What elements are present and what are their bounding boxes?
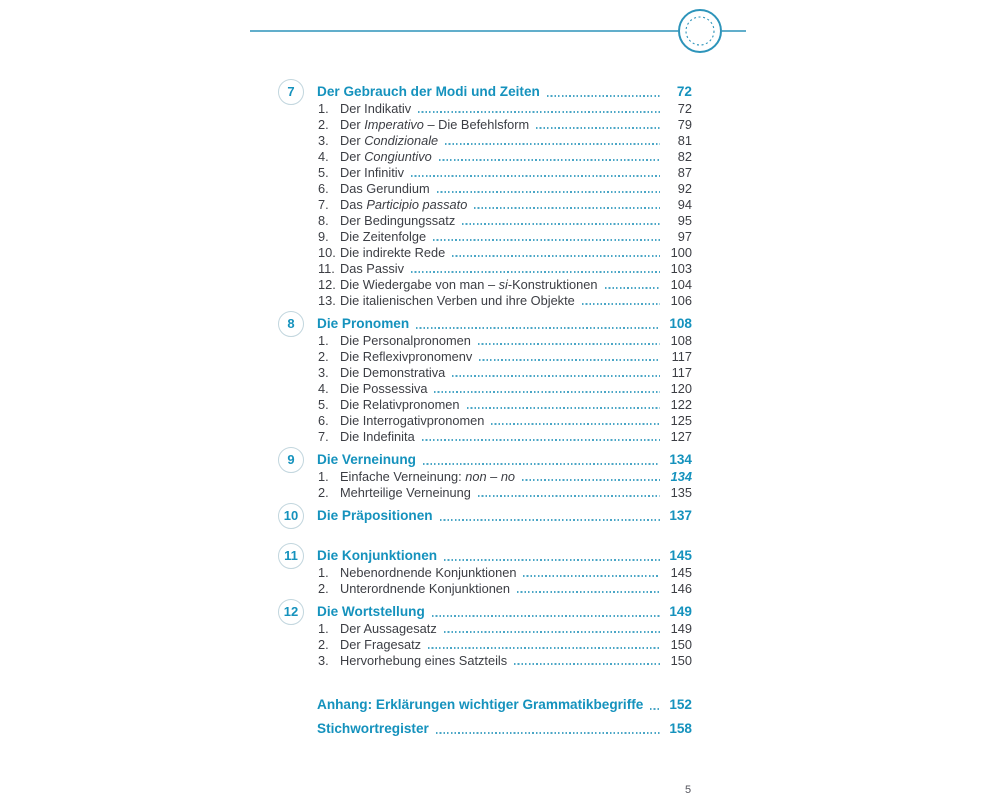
dotted-leader [452, 255, 660, 257]
entry-text: -Konstruktionen [507, 277, 598, 292]
entry-text: Der [340, 133, 365, 148]
item-page-number: 117 [671, 349, 692, 364]
item-number: 7. [318, 429, 329, 444]
entry-text: Die Demonstrativa [340, 365, 446, 380]
dotted-leader [462, 223, 660, 225]
toc-section-8 [278, 315, 692, 444]
entry-text: Das Passiv [340, 261, 405, 276]
item-page-number: 149 [670, 621, 692, 636]
item-number: 1. [318, 565, 329, 580]
toc-item-row [278, 212, 692, 228]
dotted-leader [423, 463, 660, 465]
dotted-leader [444, 631, 660, 633]
toc-section-7 [278, 83, 692, 308]
toc-section-12 [278, 603, 692, 668]
section-title: Die Wortstellung [317, 604, 425, 619]
entry-text: Der Aussagesatz [340, 621, 437, 636]
entry-text: Der [340, 117, 365, 132]
item-page-number: 125 [670, 413, 692, 428]
dotted-leader [479, 359, 660, 361]
section-heading-row [278, 507, 692, 524]
toc-item-row [278, 364, 692, 380]
item-page-number: 103 [670, 261, 692, 276]
entry-text: Die Interrogativpronomen [340, 413, 485, 428]
item-number: 10. [318, 245, 336, 260]
item-page-number: 106 [670, 293, 692, 308]
item-title [340, 653, 507, 668]
item-number: 6. [318, 181, 329, 196]
item-title [340, 429, 415, 444]
dotted-leader [440, 519, 660, 521]
entry-text: Die Indefinita [340, 429, 415, 444]
italic-term: si [498, 277, 508, 292]
item-title [340, 469, 515, 484]
item-page-number: 135 [670, 485, 692, 500]
dotted-leader [605, 287, 660, 289]
item-page-number: 117 [671, 365, 692, 380]
dotted-leader [436, 732, 660, 734]
entry-text: Der [340, 149, 365, 164]
item-number: 11. [318, 261, 335, 276]
section-title: Die Pronomen [317, 316, 410, 331]
toc-item-row [278, 180, 692, 196]
item-number: 5. [318, 397, 329, 412]
section-title: Der Gebrauch der Modi und Zeiten [317, 84, 540, 99]
italic-term: non – no [465, 469, 516, 484]
dotted-leader [445, 143, 660, 145]
toc-item-row [278, 100, 692, 116]
toc-item-row [278, 580, 692, 596]
dotted-leader [478, 343, 660, 345]
item-page-number: 79 [677, 117, 692, 132]
toc-appendix [278, 696, 692, 737]
entry-text: Die Personalpronomen [340, 333, 471, 348]
item-title [340, 181, 430, 196]
item-page-number: 127 [670, 429, 692, 444]
toc-item-row [278, 332, 692, 348]
dotted-leader [467, 407, 661, 409]
item-number: 2. [318, 485, 329, 500]
toc-item-row [278, 428, 692, 444]
entry-text: Der Bedingungssatz [340, 213, 456, 228]
entry-text: Der Infinitiv [340, 165, 405, 180]
entry-text: Unterordnende Konjunktionen [340, 581, 511, 596]
item-title [340, 213, 455, 228]
table-of-contents [278, 83, 692, 668]
item-page-number: 150 [670, 653, 692, 668]
italic-term: Participio passato [366, 197, 468, 212]
item-number: 2. [318, 637, 329, 652]
section-heading-row [278, 315, 692, 332]
toc-item-row [278, 468, 692, 484]
item-page-number: 100 [670, 245, 692, 260]
dotted-leader [491, 423, 660, 425]
entry-text: Die indirekte Rede [340, 245, 446, 260]
appendix-row [278, 696, 692, 713]
section-title: Die Präpositionen [317, 508, 433, 523]
toc-section-9 [278, 451, 692, 500]
section-heading-row [278, 451, 692, 468]
item-page-number: 82 [677, 149, 692, 164]
item-page-number: 122 [670, 397, 692, 412]
item-title [340, 261, 404, 276]
toc-item-row [278, 348, 692, 364]
section-page-number: 72 [676, 84, 692, 99]
dotted-leader [517, 591, 660, 593]
item-number: 1. [318, 469, 329, 484]
section-page-number: 149 [669, 604, 692, 619]
section-heading-row [278, 83, 692, 100]
toc-item-row [278, 276, 692, 292]
item-page-number: 104 [670, 277, 692, 292]
entry-text: Das Gerundium [340, 181, 430, 196]
item-number: 1. [318, 101, 329, 116]
dotted-leader [433, 239, 660, 241]
toc-item-row [278, 164, 692, 180]
item-title [340, 197, 467, 212]
chapter-number-badge: 10 [278, 503, 304, 529]
chapter-number-badge: 8 [278, 311, 304, 337]
appendix-row [278, 720, 692, 737]
item-number: 4. [318, 381, 329, 396]
item-title [340, 381, 427, 396]
chapter-number-badge: 12 [278, 599, 304, 625]
item-title [340, 413, 484, 428]
dotted-leader [439, 159, 660, 161]
dotted-leader [418, 111, 660, 113]
toc-item-row [278, 380, 692, 396]
item-number: 5. [318, 165, 329, 180]
dotted-leader [452, 375, 660, 377]
entry-text: Mehrteilige Verneinung [340, 485, 471, 500]
item-number: 6. [318, 413, 329, 428]
dotted-leader [444, 559, 660, 561]
toc-item-row [278, 652, 692, 668]
folio-page-number: 5 [684, 784, 692, 796]
section-heading-row [278, 547, 692, 564]
item-number: 3. [318, 653, 329, 668]
entry-text: Der Indikativ [340, 101, 412, 116]
item-page-number: 72 [677, 101, 692, 116]
appendix-title: Stichwortregister [317, 721, 429, 736]
entry-text: Der Fragesatz [340, 637, 422, 652]
appendix-page-number: 152 [669, 697, 692, 712]
toc-item-row [278, 484, 692, 500]
toc-section-11 [278, 547, 692, 596]
dotted-leader [523, 575, 660, 577]
item-number: 3. [318, 365, 329, 380]
item-page-number: 146 [670, 581, 692, 596]
toc-item-row [278, 196, 692, 212]
item-number: 1. [318, 621, 329, 636]
item-title [340, 349, 472, 364]
dotted-leader [582, 303, 660, 305]
item-number: 2. [318, 349, 329, 364]
toc-item-row [278, 292, 692, 308]
item-title [340, 365, 445, 380]
item-page-number: 150 [670, 637, 692, 652]
item-page-number: 145 [670, 565, 692, 580]
entry-text: Einfache Verneinung: [340, 469, 466, 484]
dotted-leader [437, 191, 660, 193]
item-title [340, 293, 575, 308]
entry-text: Die Wiedergabe von man – [340, 277, 499, 292]
item-title [340, 637, 421, 652]
toc-item-row [278, 228, 692, 244]
item-title [340, 397, 460, 412]
item-page-number: 95 [677, 213, 692, 228]
entry-text: Hervorhebung eines Satzteils [340, 653, 508, 668]
dotted-leader [434, 391, 660, 393]
dotted-leader [474, 207, 660, 209]
entry-text: Die Relativpronomen [340, 397, 460, 412]
toc-item-row [278, 244, 692, 260]
item-title [340, 149, 432, 164]
toc-item-row [278, 132, 692, 148]
entry-text: Die Possessiva [340, 381, 428, 396]
section-heading-row [278, 603, 692, 620]
dotted-leader [514, 663, 660, 665]
toc-section-10 [278, 507, 692, 524]
entry-text: Das [340, 197, 367, 212]
circle-logo-outer [679, 10, 721, 52]
item-title [340, 277, 598, 292]
toc-item-row [278, 636, 692, 652]
toc-item-row [278, 116, 692, 132]
dotted-leader [650, 708, 660, 710]
entry-text: Nebenordnende Konjunktionen [340, 565, 517, 580]
item-number: 4. [318, 149, 329, 164]
entry-text: Die italienischen Verben und ihre Objekte [340, 293, 575, 308]
item-page-number: 81 [677, 133, 692, 148]
dotted-leader [432, 615, 660, 617]
toc-item-row [278, 148, 692, 164]
item-title [340, 117, 529, 132]
appendix-page-number: 158 [669, 721, 692, 736]
toc-item-row [278, 396, 692, 412]
item-title [340, 133, 438, 148]
toc-item-row [278, 260, 692, 276]
item-number: 9. [318, 229, 329, 244]
chapter-number-badge: 11 [278, 543, 304, 569]
item-page-number: 92 [677, 181, 692, 196]
item-number: 2. [318, 581, 329, 596]
item-number: 13. [318, 293, 336, 308]
entry-text: – Die Befehlsform [423, 117, 530, 132]
italic-term: Condizionale [364, 133, 439, 148]
item-number: 1. [318, 333, 329, 348]
item-title [340, 101, 411, 116]
item-title [340, 565, 516, 580]
entry-text: Die Reflexivpronomenv [340, 349, 473, 364]
italic-term: Imperativo [364, 117, 424, 132]
dotted-leader [422, 439, 660, 441]
dotted-leader [536, 127, 660, 129]
item-page-number: 97 [677, 229, 692, 244]
section-page-number: 134 [669, 452, 692, 467]
item-title [340, 581, 510, 596]
section-title: Die Konjunktionen [317, 548, 438, 563]
item-title [340, 485, 471, 500]
item-page-number: 87 [677, 165, 692, 180]
section-title: Die Verneinung [317, 452, 416, 467]
entry-text: Die Zeitenfolge [340, 229, 427, 244]
toc-item-row [278, 564, 692, 580]
item-number: 12. [318, 277, 336, 292]
appendix-title: Anhang: Erklärungen wichtiger Grammatikbegriffe [317, 697, 644, 712]
dotted-leader [411, 271, 660, 273]
italic-term: Congiuntivo [364, 149, 432, 164]
dotted-leader [547, 95, 660, 97]
dotted-leader [416, 327, 660, 329]
circle-logo-inner-dashed [686, 17, 714, 45]
item-number: 3. [318, 133, 329, 148]
section-page-number: 108 [669, 316, 692, 331]
item-number: 8. [318, 213, 329, 228]
toc-item-row [278, 620, 692, 636]
item-page-number: 108 [670, 333, 692, 348]
item-number: 7. [318, 197, 329, 212]
item-title [340, 621, 437, 636]
item-title [340, 229, 426, 244]
chapter-number-badge: 7 [278, 79, 304, 105]
dotted-leader [411, 175, 660, 177]
item-page-number: 94 [677, 197, 692, 212]
item-page-number: 120 [670, 381, 692, 396]
item-number: 2. [318, 117, 329, 132]
item-page-number: 134 [670, 469, 692, 484]
section-page-number: 145 [669, 548, 692, 563]
section-page-number: 137 [669, 508, 692, 523]
item-title [340, 333, 471, 348]
chapter-number-badge: 9 [278, 447, 304, 473]
item-title [340, 165, 404, 180]
dotted-leader [478, 495, 660, 497]
dotted-leader [428, 647, 660, 649]
toc-item-row [278, 412, 692, 428]
header-rule-and-circle-logo [0, 0, 1000, 64]
dotted-leader [522, 479, 660, 481]
item-title [340, 245, 445, 260]
